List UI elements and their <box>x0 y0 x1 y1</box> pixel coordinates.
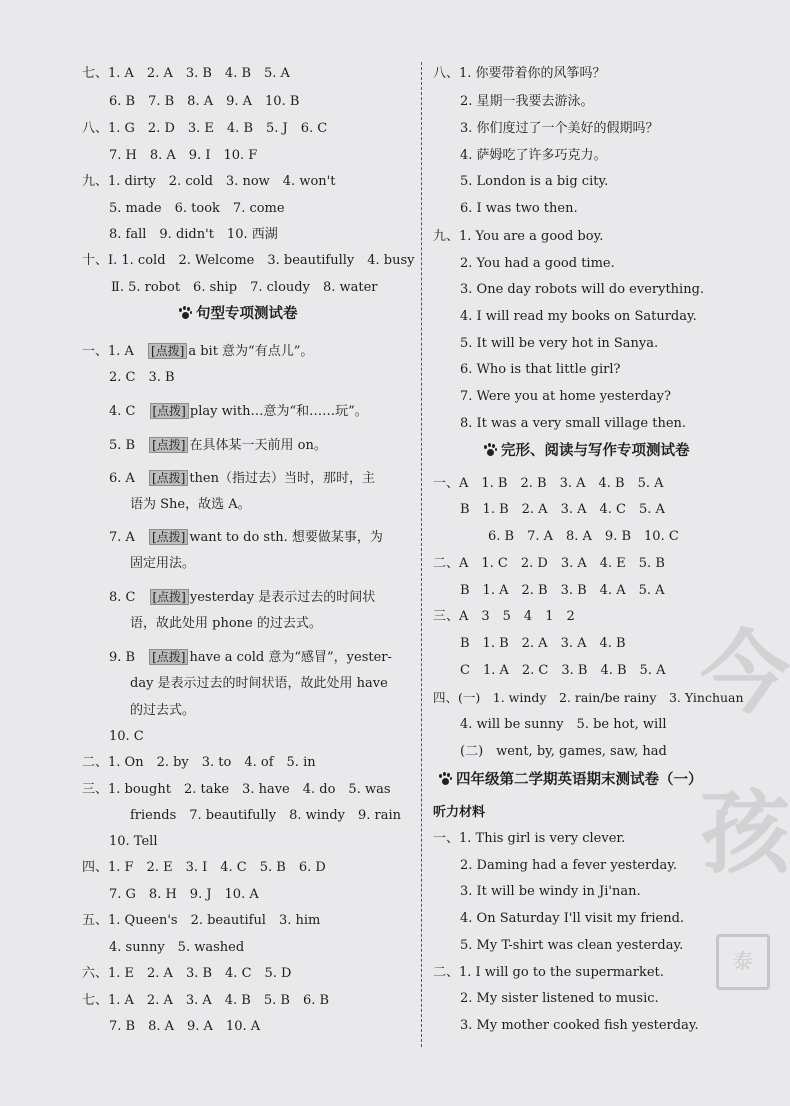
answer-line: 七、1. A 2. A 3. B 4. B 5. A <box>82 66 290 81</box>
answer-key: 6. A <box>109 471 135 486</box>
answer-line: friends 7. beautifully 8. windy 9. rain <box>130 808 402 823</box>
answer-line: 一、1. This girl is very clever. <box>433 831 626 846</box>
answer-line: 3. 你们度过了一个美好的假期吗？ <box>460 121 659 136</box>
answer-line: 七、1. A 2. A 3. A 4. B 5. B 6. B <box>82 993 330 1008</box>
answer-line: Ⅱ. 5. robot 6. ship 7. cloudy 8. water <box>111 280 378 295</box>
answer-line: B 1. B 2. A 3. A 4. C 5. A <box>460 502 665 517</box>
watermark-char-1: 今 <box>700 620 790 726</box>
answer-line: 5. made 6. took 7. come <box>109 201 285 216</box>
answer-line: (二) went, by, games, saw, had <box>460 744 667 759</box>
hint-text: want to do sth. 想要做某事，为 <box>189 530 383 545</box>
paw-icon <box>438 772 452 786</box>
answer-line: 7. H 8. A 9. I 10. F <box>109 148 258 163</box>
answer-line: 九、1. dirty 2. cold 3. now 4. won't <box>82 174 336 189</box>
hint-tag: [点拨] <box>149 649 188 665</box>
subsection-title: 听力材料 <box>433 805 486 820</box>
answer-line <box>109 649 392 666</box>
answer-line: 二、A 1. C 2. D 3. A 4. E 5. B <box>433 556 665 571</box>
answer-line <box>82 343 313 360</box>
answer-key: 7. A <box>109 530 135 545</box>
hint-tag: [点拨] <box>150 589 189 605</box>
answer-line: 2. C 3. B <box>109 370 175 385</box>
answer-line: 三、A 3 5 4 1 2 <box>433 609 575 624</box>
answer-line: 3. It will be windy in Ji'nan. <box>460 884 641 899</box>
answer-key: 5. B <box>109 438 136 453</box>
answer-line <box>109 589 375 606</box>
hint-text: have a cold 意为“感冒”，yester- <box>189 650 392 665</box>
stamp-seal: 泰 <box>716 934 770 990</box>
answer-line: 6. I was two then. <box>460 201 578 216</box>
answer-line: 语，故此处用 phone 的过去式。 <box>130 616 322 631</box>
answer-line: 5. London is a big city. <box>460 174 609 189</box>
paw-icon <box>178 306 192 320</box>
answer-line: 10. C <box>109 729 144 744</box>
answer-key: 9. B <box>109 650 136 665</box>
answer-line: 语为 She，故选 A。 <box>130 497 251 512</box>
answer-line: 九、1. You are a good boy. <box>433 229 604 244</box>
answer-line: 一、A 1. B 2. B 3. A 4. B 5. A <box>433 476 664 491</box>
answer-line: 六、1. E 2. A 3. B 4. C 5. D <box>82 966 292 981</box>
answer-line: 5. My T-shirt was clean yesterday. <box>460 938 684 953</box>
watermark-char-2: 孩 <box>700 780 790 886</box>
answer-line <box>109 470 375 487</box>
answer-line: 4. will be sunny 5. be hot, will <box>460 717 667 732</box>
answer-line: 7. Were you at home yesterday? <box>460 389 671 404</box>
answer-line: day 是表示过去的时间状语，故此处用 have <box>130 676 388 691</box>
answer-line: 6. B 7. A 8. A 9. B 10. C <box>488 529 679 544</box>
answer-line: C 1. A 2. C 3. B 4. B 5. A <box>460 663 666 678</box>
answer-line: 十、Ⅰ. 1. cold 2. Welcome 3. beautifully 4. busy <box>82 253 415 268</box>
answer-line: 2. Daming had a fever yesterday. <box>460 858 678 873</box>
section-title <box>438 771 703 789</box>
answer-line: 4. sunny 5. washed <box>109 940 245 955</box>
section-title <box>178 305 298 323</box>
column-divider <box>421 62 422 1047</box>
section-title-text: 完形、阅读与写作专项测试卷 <box>501 442 690 459</box>
answer-line: 7. G 8. H 9. J 10. A <box>109 887 259 902</box>
answer-line: 5. It will be very hot in Sanya. <box>460 336 659 351</box>
answer-line: 二、1. On 2. by 3. to 4. of 5. in <box>82 755 316 770</box>
answer-line: 2. 星期一我要去游泳。 <box>460 94 594 109</box>
answer-line: 3. One day robots will do everything. <box>460 282 705 297</box>
answer-line: B 1. B 2. A 3. A 4. B <box>460 636 626 651</box>
answer-line: 固定用法。 <box>130 556 196 571</box>
section-title-text: 句型专项测试卷 <box>196 305 298 322</box>
answer-key: 一、1. A <box>82 344 134 359</box>
hint-tag: [点拨] <box>149 529 188 545</box>
hint-tag: [点拨] <box>149 437 188 453</box>
answer-line: B 1. A 2. B 3. B 4. A 5. A <box>460 583 665 598</box>
hint-text: 在具体某一天前用 on。 <box>189 438 327 453</box>
answer-line: 的过去式。 <box>130 703 196 718</box>
answer-line: 4. I will read my books on Saturday. <box>460 309 697 324</box>
answer-line: 2. You had a good time. <box>460 256 615 271</box>
answer-line: 二、1. I will go to the supermarket. <box>433 965 664 980</box>
answer-key: 4. C <box>109 404 136 419</box>
answer-line: 2. My sister listened to music. <box>460 991 659 1006</box>
answer-line: 八、1. 你要带着你的风筝吗？ <box>433 66 606 81</box>
answer-line: 四、1. F 2. E 3. I 4. C 5. B 6. D <box>82 860 326 875</box>
answer-line: 3. My mother cooked fish yesterday. <box>460 1018 699 1033</box>
hint-text: play with…意为“和……玩”。 <box>189 404 368 419</box>
answer-key: 8. C <box>109 590 136 605</box>
answer-line: 五、1. Queen's 2. beautiful 3. him <box>82 913 321 928</box>
hint-tag: [点拨] <box>148 343 187 359</box>
answer-line: 8. fall 9. didn't 10. 西湖 <box>109 227 278 242</box>
answer-line <box>109 529 383 546</box>
hint-text: a bit 意为“有点儿”。 <box>188 344 314 359</box>
answer-line: 7. B 8. A 9. A 10. A <box>109 1019 261 1034</box>
paw-icon <box>483 443 497 457</box>
answer-line: 三、1. bought 2. take 3. have 4. do 5. was <box>82 782 391 797</box>
section-title <box>483 442 690 460</box>
section-title-text: 四年级第二学期英语期末测试卷（一） <box>456 771 703 788</box>
answer-line: 8. It was a very small village then. <box>460 416 687 431</box>
answer-line: 4. 萨姆吃了许多巧克力。 <box>460 148 607 163</box>
answer-line: 四、(一) 1. windy 2. rain/be rainy 3. Yinchuan <box>433 690 744 705</box>
answer-line: 八、1. G 2. D 3. E 4. B 5. J 6. C <box>82 121 328 136</box>
answer-line: 4. On Saturday I'll visit my friend. <box>460 911 685 926</box>
hint-tag: [点拨] <box>149 470 188 486</box>
answer-line: 6. Who is that little girl? <box>460 362 621 377</box>
answer-line <box>109 403 368 420</box>
answer-line: 10. Tell <box>109 834 158 849</box>
hint-tag: [点拨] <box>150 403 189 419</box>
answer-line <box>109 437 327 454</box>
hint-text: yesterday 是表示过去的时间状 <box>189 590 376 605</box>
hint-text: then（指过去）当时，那时，主 <box>189 471 375 486</box>
answer-line: 6. B 7. B 8. A 9. A 10. B <box>109 94 300 109</box>
